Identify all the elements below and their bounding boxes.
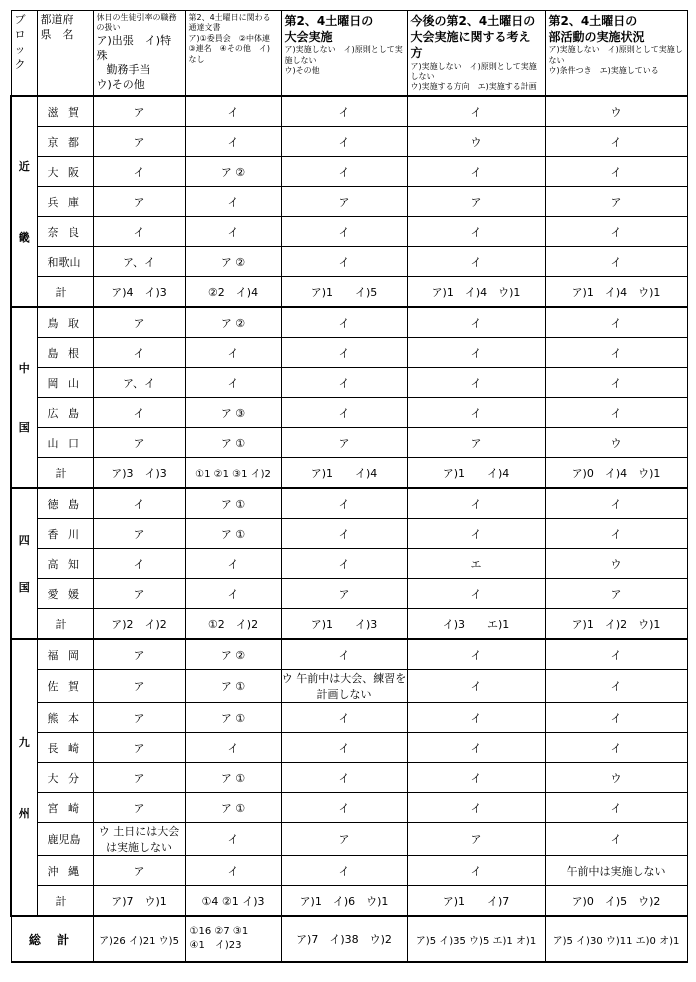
cell: ア [545,579,687,609]
cell: ア ① [185,670,281,703]
pref-name: 広 島 [37,398,93,428]
cell: ア [93,428,185,458]
cell: ア ② [185,307,281,338]
cell: ア ① [185,519,281,549]
cell: ア [281,579,407,609]
cell: イ [281,96,407,127]
block-label-kinki: 近 畿 [11,96,37,307]
table-row [11,763,687,793]
cell: イ [545,670,687,703]
cell: ア [93,793,185,823]
cell: イ [185,96,281,127]
cell: ア [93,763,185,793]
pref-name: 鹿児島 [37,823,93,856]
cell: イ [407,368,545,398]
table-row [11,519,687,549]
cell: イ [407,519,545,549]
cell: イ [281,338,407,368]
cell: ア [93,856,185,886]
cell: ア [93,670,185,703]
col5-header: 第2、4土曜日の 部活動の実施状況 ア)実施しない イ)原則として実施しない ウ)条件つき エ)実施している [545,11,687,97]
cell: ア [93,639,185,670]
pref-name: 福 岡 [37,639,93,670]
table-row [11,247,687,277]
pref-name: 佐 賀 [37,670,93,703]
table-row [11,338,687,368]
cell: イ [407,338,545,368]
cell: イ [185,733,281,763]
pref-name: 島 根 [37,338,93,368]
pref-name: 滋 賀 [37,96,93,127]
cell: イ [407,96,545,127]
cell: ア [93,519,185,549]
cell: ア)0 イ)4 ウ)1 [545,458,687,489]
cell: ア ② [185,157,281,187]
block-header: ブ ロ ッ ク [11,11,37,97]
table-row [11,733,687,763]
cell: イ [281,127,407,157]
block-label-chugoku: 中 国 [11,307,37,488]
cell: ア [281,187,407,217]
subtotal-row [11,886,687,917]
table-row [11,96,687,127]
cell: ア)1 イ)6 ウ)1 [281,886,407,917]
pref-name: 大 阪 [37,157,93,187]
cell: 午前中は実施しない [545,856,687,886]
cell: イ [281,307,407,338]
cell: ア ① [185,488,281,519]
cell: ア [93,733,185,763]
cell: ア ① [185,793,281,823]
subtotal-label: 計 [37,458,93,489]
pref-name: 香 川 [37,519,93,549]
pref-name: 山 口 [37,428,93,458]
table-row [11,856,687,886]
pref-name: 沖 縄 [37,856,93,886]
cell: ア、イ [93,368,185,398]
subtotal-label: 計 [37,886,93,917]
cell: イ [93,338,185,368]
subtotal-row [11,277,687,308]
cell: ア ① [185,428,281,458]
cell: ア [93,127,185,157]
pref-name: 奈 良 [37,217,93,247]
cell: イ [281,519,407,549]
cell: ア [93,703,185,733]
table-row [11,670,687,703]
cell: ①4 ②1 イ)3 [185,886,281,917]
survey-table [10,10,688,963]
cell: イ [281,703,407,733]
pref-name: 愛 媛 [37,579,93,609]
cell: イ [185,549,281,579]
cell: ②2 イ)4 [185,277,281,308]
cell: イ [281,217,407,247]
cell: イ [185,823,281,856]
cell: ア)4 イ)3 [93,277,185,308]
table-row [11,157,687,187]
cell: イ [93,549,185,579]
cell: イ [407,733,545,763]
pref-name: 大 分 [37,763,93,793]
cell: イ [545,703,687,733]
cell: ア [407,428,545,458]
cell: イ [407,579,545,609]
cell: ア)7 イ)38 ウ)2 [281,916,407,962]
cell: ア ① [185,763,281,793]
cell: ア)1 イ)4 ウ)1 [545,277,687,308]
cell: イ [407,398,545,428]
cell: イ [545,157,687,187]
cell: ア [93,96,185,127]
cell: イ [281,733,407,763]
table-row [11,639,687,670]
cell: イ [545,488,687,519]
grand-total-label: 総 計 [11,916,93,962]
cell: エ [407,549,545,579]
pref-name: 宮 崎 [37,793,93,823]
cell: イ [185,338,281,368]
cell: イ [185,856,281,886]
cell: イ [545,398,687,428]
cell: ア)2 イ)2 [93,609,185,640]
cell: ①2 イ)2 [185,609,281,640]
cell: イ [545,639,687,670]
table-row [11,307,687,338]
cell: ア)1 イ)2 ウ)1 [545,609,687,640]
cell: ア)5 イ)35 ウ)5 エ)1 オ)1 [407,916,545,962]
cell: イ [281,247,407,277]
grand-total-row [11,916,687,962]
cell: イ [545,733,687,763]
cell: イ [185,127,281,157]
pref-name: 鳥 取 [37,307,93,338]
cell: イ [93,157,185,187]
cell: ア [93,579,185,609]
cell: イ [407,307,545,338]
cell: ①1 ②1 ③1 イ)2 [185,458,281,489]
subtotal-row [11,609,687,640]
cell: イ [281,398,407,428]
cell: イ [93,217,185,247]
cell: イ [407,488,545,519]
cell: イ [281,763,407,793]
cell: ア [281,823,407,856]
cell: イ [281,639,407,670]
cell: ア ③ [185,398,281,428]
pref-name: 岡 山 [37,368,93,398]
cell: ア)5 イ)30 ウ)11 エ)0 オ)1 [545,916,687,962]
table-row [11,488,687,519]
cell: イ [407,763,545,793]
cell: ア、イ [93,247,185,277]
cell: イ [545,793,687,823]
cell: ア)3 イ)3 [93,458,185,489]
cell: ウ [545,96,687,127]
cell: イ [407,217,545,247]
cell: ア [93,307,185,338]
subtotal-label: 計 [37,277,93,308]
cell: イ [545,247,687,277]
cell: イ [407,670,545,703]
cell: ア)1 イ)4 [281,458,407,489]
table-row [11,793,687,823]
cell: イ [93,398,185,428]
pref-name: 兵 庫 [37,187,93,217]
cell: イ [93,488,185,519]
cell: イ)3 エ)1 [407,609,545,640]
cell: ア)26 イ)21 ウ)5 [93,916,185,962]
table-row [11,823,687,856]
table-row [11,398,687,428]
cell: イ [281,856,407,886]
cell: イ [545,338,687,368]
subtotal-row [11,458,687,489]
cell: イ [281,549,407,579]
pref-name: 熊 本 [37,703,93,733]
cell: イ [407,793,545,823]
cell: ア)1 イ)7 [407,886,545,917]
cell: ウ 午前中は大会、練習を計画しない [281,670,407,703]
cell: イ [545,127,687,157]
pref-name: 徳 島 [37,488,93,519]
prefecture-header: 都道府 県 名 [37,11,93,97]
cell: イ [185,368,281,398]
table-row [11,187,687,217]
cell: ア)1 イ)4 [407,458,545,489]
block-label-kyushu: 九 州 [11,639,37,916]
cell: ウ 土日には大会は実施しない [93,823,185,856]
col3-header: 第2、4土曜日の 大会実施 ア)実施しない イ)原則として実施しない ウ)その他 [281,11,407,97]
cell: イ [545,307,687,338]
table-row [11,127,687,157]
cell: イ [407,856,545,886]
table-row [11,368,687,398]
cell: ア [281,428,407,458]
table-row [11,703,687,733]
cell: イ [281,488,407,519]
table-row [11,549,687,579]
block-label-shikoku: 四 国 [11,488,37,639]
cell: イ [185,187,281,217]
cell: イ [545,823,687,856]
cell: ア)1 イ)5 [281,277,407,308]
cell: ウ [545,763,687,793]
cell: ウ [545,428,687,458]
cell: イ [281,368,407,398]
cell: イ [407,639,545,670]
cell: イ [407,157,545,187]
cell: ア)7 ウ)1 [93,886,185,917]
pref-name: 京 都 [37,127,93,157]
cell: ア [93,187,185,217]
cell: ア [545,187,687,217]
table-row [11,217,687,247]
col4-header: 今後の第2、4土曜日の 大会実施に関する考え方 ア)実施しない イ)原則として実施しない ウ)実施する方向 エ)実施する計画 [407,11,545,97]
cell: ア [407,187,545,217]
cell: ウ [407,127,545,157]
cell: ア ② [185,247,281,277]
cell: イ [545,519,687,549]
cell: ア)1 イ)4 ウ)1 [407,277,545,308]
cell: イ [545,368,687,398]
table-row [11,428,687,458]
pref-name: 高 知 [37,549,93,579]
col2-header: 第2、4土曜日に関わる 通達文書 ア)①委員会 ②中体連 ③連名 ④その他 イ)なし [185,11,281,97]
cell: ア)0 イ)5 ウ)2 [545,886,687,917]
pref-name: 和歌山 [37,247,93,277]
cell: ウ [545,549,687,579]
col1-header: 休日の生徒引率の職務の扱い ア)出張 イ)特殊 勤務手当 ウ)その他 [93,11,185,97]
cell: イ [407,247,545,277]
cell: イ [281,157,407,187]
cell: イ [545,217,687,247]
cell: イ [407,703,545,733]
cell: イ [281,793,407,823]
cell: イ [185,217,281,247]
cell: ア [407,823,545,856]
cell: ア)1 イ)3 [281,609,407,640]
subtotal-label: 計 [37,609,93,640]
header-row [11,11,687,97]
table-row [11,579,687,609]
pref-name: 長 崎 [37,733,93,763]
cell: ①16 ②7 ③1 ④1 イ)23 [185,916,281,962]
cell: ア ② [185,639,281,670]
cell: イ [185,579,281,609]
cell: ア ① [185,703,281,733]
